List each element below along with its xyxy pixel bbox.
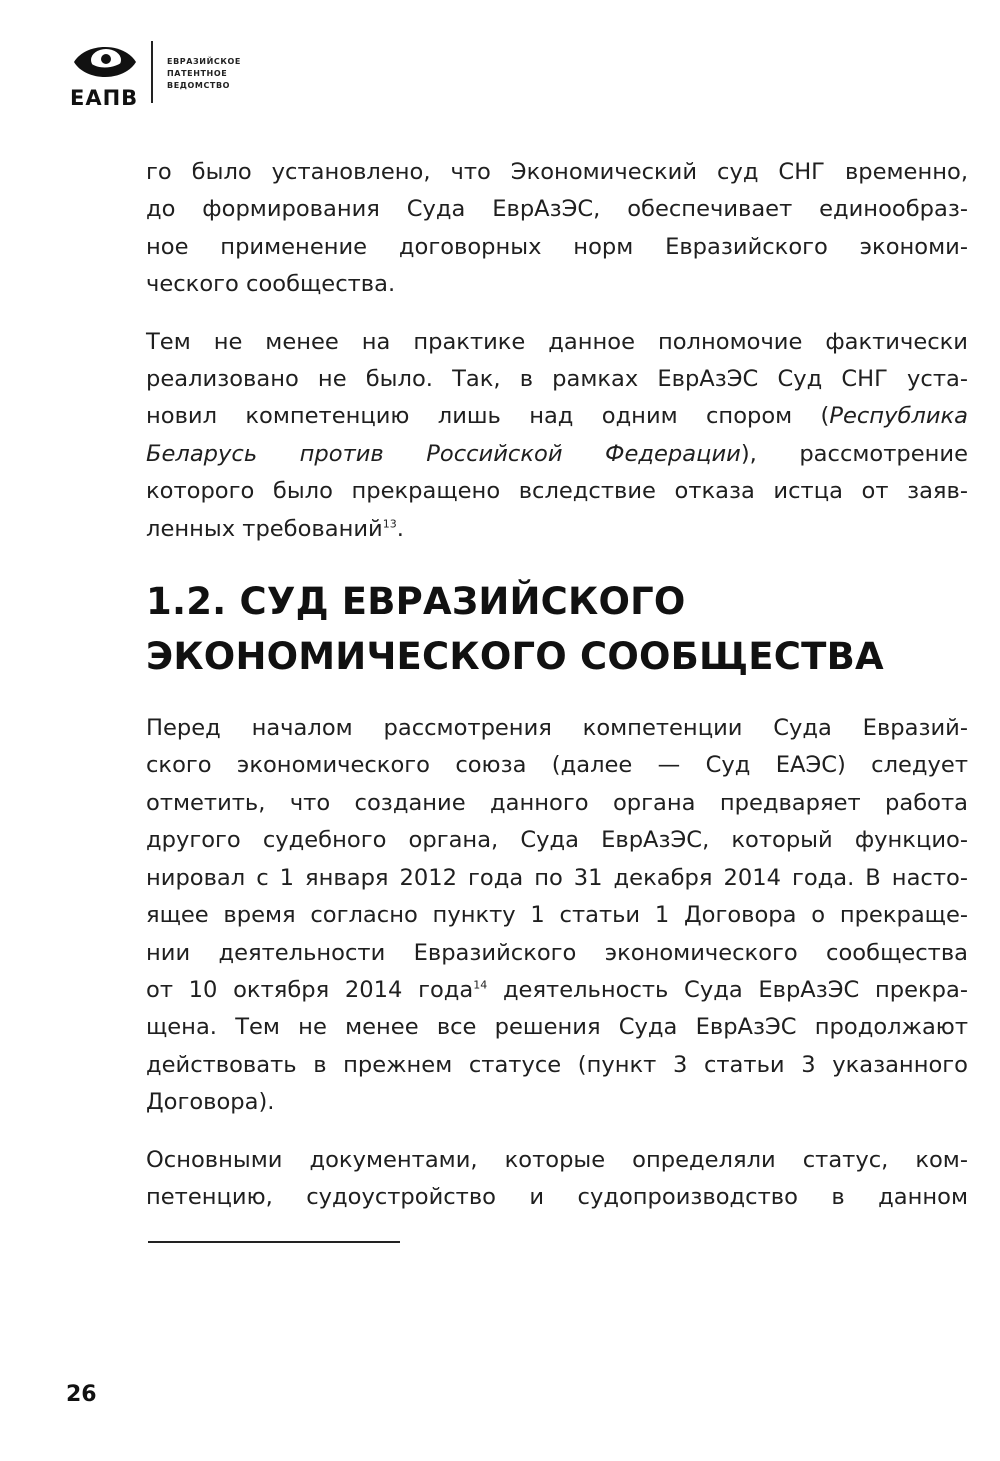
text-line: го было установлено, что Экономический суд СНГ временно, <box>146 159 968 185</box>
text-line <box>146 398 968 435</box>
text-line: ное применение договорных норм Евразийского экономи- <box>146 233 968 260</box>
text-line: ящее время согласно пункту 1 статьи 1 Договора о прекраще- <box>146 902 968 929</box>
section-heading <box>146 574 968 684</box>
organization-name-line: ПАТЕНТНОЕ <box>167 69 228 78</box>
paragraph-continued <box>146 154 968 304</box>
text-line: другого судебного органа, Суда ЕврАзЭС, который функцио- <box>146 827 968 854</box>
text-segment: ленных требований <box>146 515 383 542</box>
footnote-ref[interactable]: 13 <box>382 517 397 531</box>
logo-abbreviation: ЕАПВ <box>70 86 139 110</box>
text-segment: деятельность Суда ЕврАзЭС прекра- <box>487 976 968 1003</box>
text-line: Основными документами, которые определяли статус, ком- <box>146 1146 968 1173</box>
text-line: до формирования Суда ЕврАзЭС, обеспечивает единообраз- <box>146 196 968 223</box>
text-line: реализовано не было. Так, в рамках ЕврАзЭС Суд СНГ уста- <box>146 366 968 393</box>
organization-name-line: ВЕДОМСТВО <box>167 81 231 90</box>
text-line: петенцию, судоустройство и судопроизводство в данном <box>146 1183 968 1210</box>
page-content <box>146 154 968 1236</box>
text-line: щена. Тем не менее все решения Суда ЕврАзЭС продолжают <box>146 1014 968 1041</box>
organization-name-line: ЕВРАЗИЙСКОЕ <box>167 57 241 66</box>
text-line: нировал с 1 января 2012 года по 31 декабря 2014 года. В насто- <box>146 864 968 891</box>
footnote-separator <box>148 1241 400 1243</box>
text-line: Тем не менее на практике данное полномочие фактически <box>146 328 968 355</box>
text-line: нии деятельности Евразийского экономического сообщества <box>146 939 968 966</box>
text-line: Перед началом рассмотрения компетенции Суда Евразий- <box>146 715 968 742</box>
text-segment: новил компетенцию лишь над одним спором ( <box>146 403 830 430</box>
text-line: ческого сообщества. <box>146 271 396 298</box>
eapv-logo-icon <box>70 38 140 86</box>
text-line: отметить, что создание данного органа предваряет работа <box>146 789 968 816</box>
text-line <box>146 972 968 1009</box>
paragraph <box>146 324 968 548</box>
section-heading-line: 1.2. СУД ЕВРАЗИЙСКОГО <box>146 580 686 624</box>
section-heading-line: ЭКОНОМИЧЕСКОГО СООБЩЕСТВА <box>146 635 884 679</box>
text-line: ского экономического союза (далее — Суд ЕАЭС) следует <box>146 752 968 779</box>
text-line <box>146 511 968 548</box>
footnote-ref[interactable]: 14 <box>473 978 488 992</box>
paragraph <box>146 710 968 1121</box>
header <box>70 38 370 118</box>
paragraph <box>146 1142 968 1217</box>
text-line: которого было прекращено вследствие отказа истца от заяв- <box>146 478 968 505</box>
text-segment: ), рассмотрение <box>740 440 968 467</box>
text-segment: . <box>396 515 404 542</box>
text-line <box>146 436 968 473</box>
case-name-italic: Беларусь против Российской Федерации <box>146 440 741 467</box>
text-segment: от 10 октября 2014 года <box>146 976 474 1003</box>
logo-divider <box>151 41 153 103</box>
page-number: 26 <box>66 1382 97 1407</box>
case-name-italic: Республика <box>829 403 968 430</box>
text-line: Договора). <box>146 1089 275 1116</box>
organization-name <box>167 56 347 92</box>
text-line: действовать в прежнем статусе (пункт 3 статьи 3 указанного <box>146 1051 968 1078</box>
